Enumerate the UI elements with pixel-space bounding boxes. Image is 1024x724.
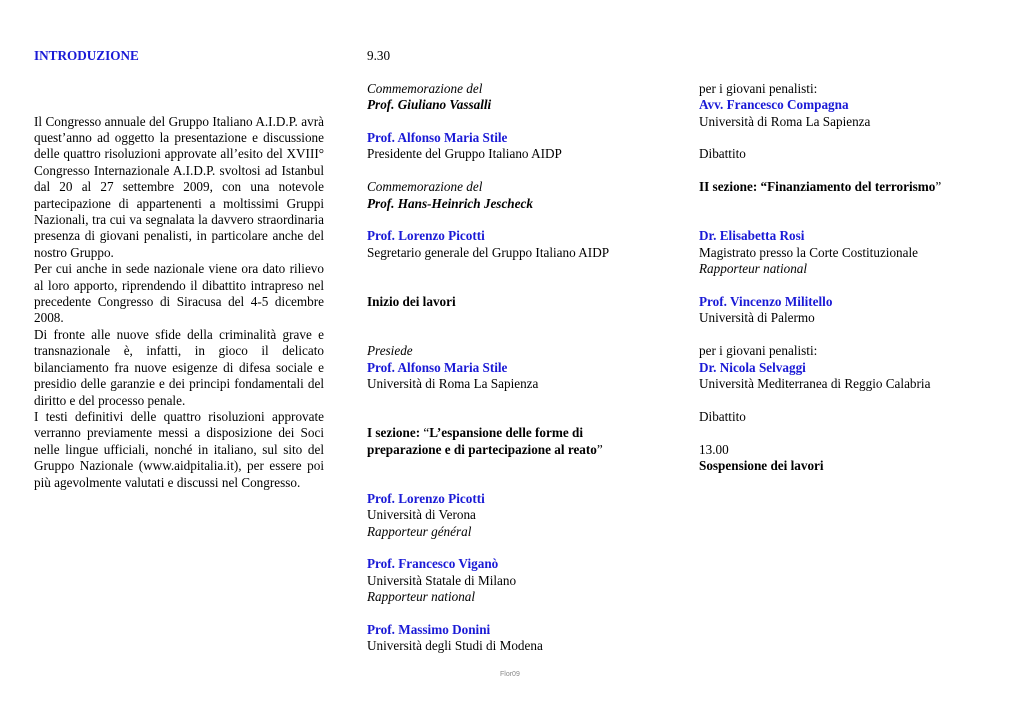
rapporteur-role: Rapporteur national (367, 589, 476, 605)
rapporteur-name: Prof. Lorenzo Picotti (367, 490, 485, 506)
session-time: 13.00 (699, 441, 729, 457)
young-lawyers-label: per i giovani penalisti: (699, 80, 818, 96)
rapporteur-affiliation: Università di Verona (367, 507, 476, 523)
speaker-name: Avv. Francesco Compagna (699, 97, 849, 113)
speaker-name: Prof. Alfonso Maria Stile (367, 130, 508, 145)
programme-column-morning (367, 48, 667, 655)
commemoration-label: Commemorazione del (367, 80, 483, 96)
intro-paragraph-4: I testi definitivi delle quattro risoluzioni approvate verranno previamente messi a disposizione dei Soci nelle lingue ufficiali, nonché in italiano, sul sito del Gruppo Nazionale (www.aidpitalia.it), per essere poi più agevolmente valutati e discussi nel Congresso. (34, 408, 324, 490)
footer-code: Flor09 (500, 671, 520, 678)
debate-label: Dibattito (699, 408, 746, 424)
section-2-title: II sezione: “Finanziamento del terrorismo” (699, 179, 942, 195)
intro-paragraph-2: Per cui anche in sede nazionale viene ora dato rilievo al loro apporto, riprendendo il dibattito intrapreso nel precedente Congresso di Siracusa del 4-5 dicembre 2008. (34, 261, 324, 326)
commemoration-name: Prof. Hans-Heinrich Jescheck (367, 195, 533, 211)
suspension-heading: Sospensione dei lavori (699, 458, 824, 474)
rapporteur-role: Rapporteur général (367, 523, 472, 539)
speaker-affiliation: Università degli Studi di Modena (367, 638, 543, 654)
rapporteur-role: Rapporteur national (699, 261, 808, 277)
introduction-title: INTRODUZIONE (34, 48, 139, 63)
rapporteur-affiliation: Magistrato presso la Corte Costituzionale (699, 244, 919, 260)
rapporteur-affiliation: Università Statale di Milano (367, 572, 517, 588)
speaker-name: Prof. Massimo Donini (367, 622, 491, 638)
intro-paragraph-1: Il Congresso annuale del Gruppo Italiano A.I.D.P. avrà quest’anno ad oggetto la presentazione e discussione delle quattro risoluzioni approvate all’esito del XVIII° Congresso Internazionale A.I.D.P. svoltosi ad Istanbul dal 20 al 27 settembre 2009, con una notevole partecipazione di appartenenti a moltissimi Gruppi Nazionali, tra cui va segnalata la davvero straordinaria presenza di giovani penalisti, in particolare anche del nostro Gruppo. (34, 113, 324, 260)
introduction-column (34, 48, 324, 491)
chair-affiliation: Università di Roma La Sapienza (367, 376, 539, 392)
intro-paragraph-3: Di fronte alle nuove sfide della criminalità grave e transnazionale è, infatti, in gioco il delicato bilanciamento fra nuove esigenze di difesa sociale e presidio delle garanzie e dei principi fondamentali del diritto e del processo penale. (34, 326, 324, 408)
speaker-affiliation: Università Mediterranea di Reggio Calabria (699, 376, 931, 392)
works-start-heading: Inizio dei lavori (367, 294, 456, 309)
speaker-affiliation: Università di Roma La Sapienza (699, 113, 871, 129)
section-1-title: I sezione: “L’espansione delle forme di (367, 425, 584, 441)
speaker-name: Dr. Nicola Selvaggi (699, 359, 806, 375)
session-time: 9.30 (367, 48, 391, 63)
speaker-name: Prof. Vincenzo Militello (699, 294, 833, 310)
chair-name: Prof. Alfonso Maria Stile (367, 359, 508, 375)
rapporteur-name: Prof. Francesco Viganò (367, 556, 499, 572)
chair-label: Presiede (367, 343, 413, 359)
section-1-title-cont: preparazione e di partecipazione al reato” (367, 441, 603, 457)
commemoration-label: Commemorazione del (367, 179, 483, 195)
programme-column-continued (699, 48, 999, 474)
speaker-affiliation: Università di Palermo (699, 310, 815, 326)
young-lawyers-label: per i giovani penalisti: (699, 343, 818, 359)
speaker-role: Segretario generale del Gruppo Italiano AIDP (367, 244, 610, 260)
debate-label: Dibattito (699, 146, 746, 162)
rapporteur-name: Dr. Elisabetta Rosi (699, 228, 805, 244)
commemoration-name: Prof. Giuliano Vassalli (367, 97, 492, 113)
speaker-name: Prof. Lorenzo Picotti (367, 228, 485, 244)
speaker-role: Presidente del Gruppo Italiano AIDP (367, 146, 562, 162)
